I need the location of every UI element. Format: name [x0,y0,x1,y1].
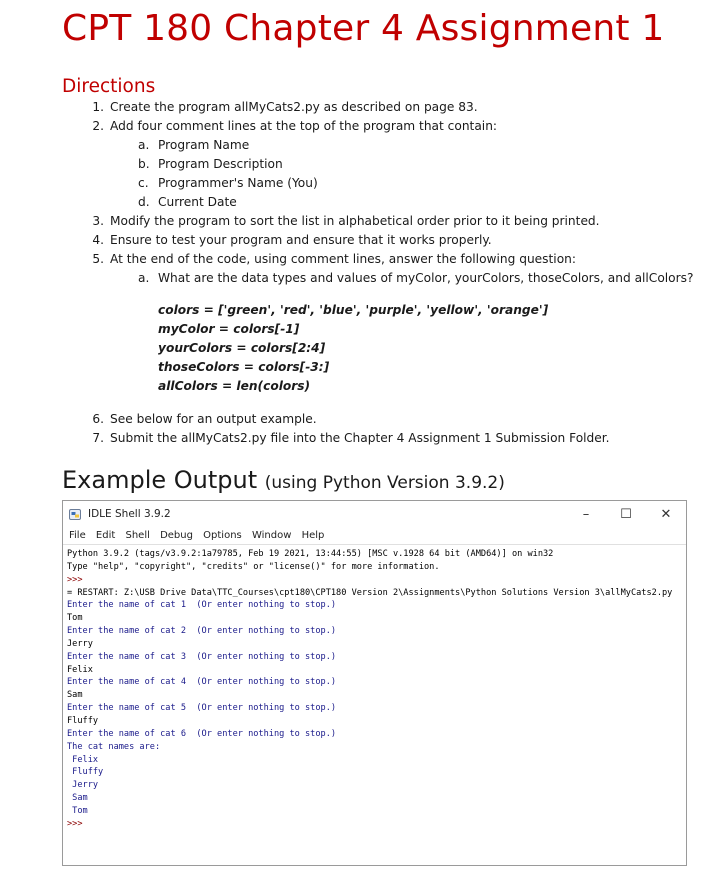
shell-line: Enter the name of cat 1 (Or enter nothing to stop.) [67,600,337,611]
step-number: 2. [92,119,104,133]
maximize-button[interactable]: ☐ [620,507,632,522]
shell-line: Tom [67,805,88,816]
sub-text: Current Date [158,195,237,209]
example-heading-text: Example Output [62,466,258,494]
step-number: 3. [92,214,104,228]
example-heading-version: (using Python Version 3.9.2) [264,473,505,493]
shell-line: Felix [67,754,99,765]
menu-edit[interactable]: Edit [95,530,116,541]
sub-number: b. [138,157,150,171]
page-title: CPT 180 Chapter 4 Assignment 1 [62,8,665,49]
code-example [158,301,548,396]
sub-number: c. [138,176,149,190]
step-2-sub-c [138,174,318,193]
example-output-heading [62,466,505,494]
shell-line: Enter the name of cat 3 (Or enter nothing to stop.) [67,651,337,662]
step-text: At the end of the code, using comment lines, answer the following question: [110,252,576,266]
shell-line: >>> [67,574,88,585]
shell-line: Jerry [67,638,93,649]
shell-line: Python 3.9.2 (tags/v3.9.2:1a79785, Feb 19 2021, 13:44:55) [MSC v.1928 64 bit (AMD64)] on win32 [67,549,554,559]
step-text: Add four comment lines at the top of the program that contain: [110,119,498,133]
step-2 [92,117,498,136]
python-idle-icon [69,508,82,521]
step-2-sub-b [138,155,283,174]
sub-number: a. [138,138,150,152]
menu-shell[interactable]: Shell [125,530,150,541]
shell-line: Fluffy [67,715,99,726]
sub-number: a. [138,271,150,285]
code-line: myColor = colors[-1] [158,322,300,336]
step-2-sub-d [138,193,237,212]
step-number: 4. [92,233,104,247]
step-4 [92,231,492,250]
menu-file[interactable]: File [69,530,86,541]
directions-heading: Directions [62,76,156,97]
shell-line: Sam [67,793,88,804]
shell-line: >>> [67,818,88,829]
window-titlebar[interactable] [63,501,686,528]
step-5-sub-a [138,269,694,288]
menu-options[interactable]: Options [203,530,242,541]
code-line: colors = ['green', 'red', 'blue', 'purple', 'yellow', 'orange'] [158,303,549,317]
step-text: Ensure to test your program and ensure that it works properly. [110,233,492,247]
step-number: 6. [92,412,104,426]
minimize-button[interactable]: – [582,507,590,522]
step-7 [92,429,610,448]
shell-line: Enter the name of cat 6 (Or enter nothing to stop.) [67,728,337,739]
window-title: IDLE Shell 3.9.2 [88,508,171,520]
step-number: 1. [92,100,104,114]
shell-line: Sam [67,690,83,701]
shell-line: Enter the name of cat 5 (Or enter nothing to stop.) [67,703,337,714]
shell-output-area[interactable] [63,545,686,865]
shell-line: Fluffy [67,767,104,778]
step-2-sub-a [138,136,250,155]
sub-text: What are the data types and values of myColor, yourColors, thoseColors, and allColors? [158,271,694,285]
shell-line: = RESTART: Z:\USB Drive Data\TTC_Courses\cpt180\CPT180 Version 2\Assignments\Python Solutions Version 3\allMyCats2.py [67,587,673,598]
menu-bar [63,528,686,545]
code-line: thoseColors = colors[-3:] [158,360,330,374]
step-3 [92,212,600,231]
menu-window[interactable]: Window [251,530,292,541]
shell-line: Felix [67,664,93,675]
step-text: See below for an output example. [110,412,317,426]
step-number: 7. [92,431,104,445]
sub-text: Program Name [158,138,250,152]
step-text: Submit the allMyCats2.py file into the Chapter 4 Assignment 1 Submission Folder. [110,431,610,445]
sub-text: Programmer's Name (You) [158,176,318,190]
step-text: Create the program allMyCats2.py as described on page 83. [110,100,478,114]
step-1 [92,98,478,117]
menu-debug[interactable]: Debug [160,530,193,541]
menu-help[interactable]: Help [301,530,325,541]
shell-line: Jerry [67,780,99,791]
step-text: Modify the program to sort the list in alphabetical order prior to it being printed. [110,214,600,228]
shell-line: Type "help", "copyright", "credits" or "license()" for more information. [67,561,440,572]
step-5 [92,250,576,269]
sub-number: d. [138,195,150,209]
code-line: yourColors = colors[2:4] [158,341,326,355]
code-line: allColors = len(colors) [158,379,311,393]
sub-text: Program Description [158,157,283,171]
shell-line: Enter the name of cat 2 (Or enter nothing to stop.) [67,626,337,637]
shell-line: The cat names are: [67,741,161,752]
shell-line: Enter the name of cat 4 (Or enter nothing to stop.) [67,677,337,688]
step-number: 5. [92,252,104,266]
close-button[interactable]: ✕ [660,507,672,522]
idle-shell-window [62,500,687,866]
step-6 [92,410,317,429]
shell-line: Tom [67,613,83,624]
